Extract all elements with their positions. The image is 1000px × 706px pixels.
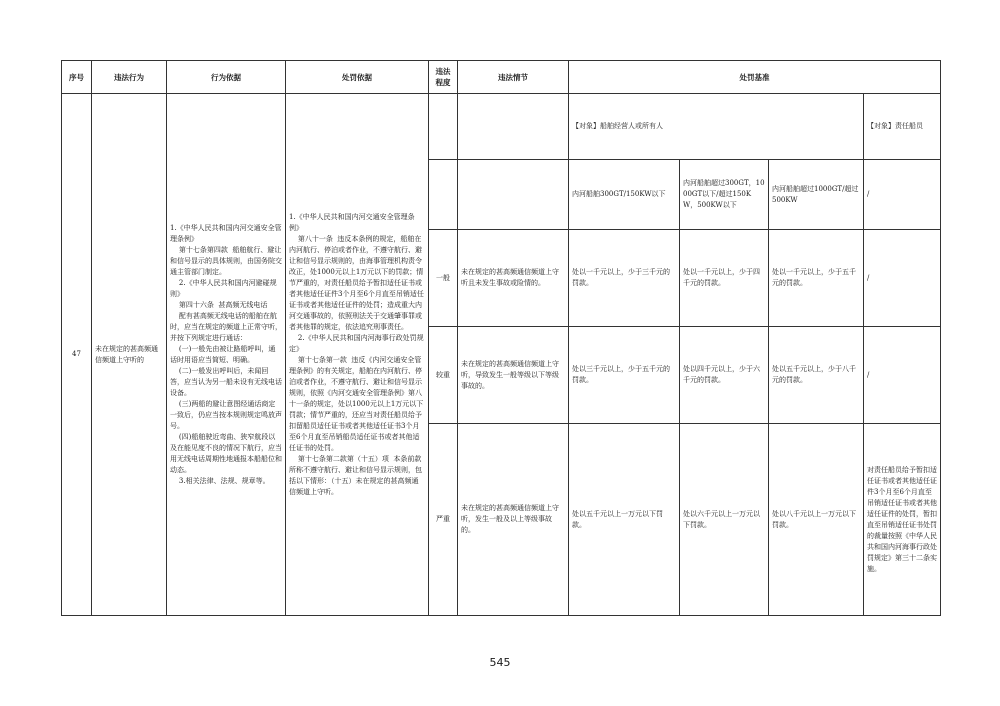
behavior-basis: 1.《中华人民共和国内河交通安全管理条例》 第十七条第四款 船舶航行、避让和信号显示的具体规则，由国务院交通主管部门制定。 2.《中华人民共和国内河避碰规则》 第四十六条 甚高频无线电话 配有甚高频无线电话的船舶在航时，应当在规定的频道上正常守听，并按下列规定进行通话： (一)一般先由被让路船呼叫，通话时用语应当简短、明确。 (二)一般发出呼叫后，未闻回答，应当认为另一船未设有无线电话设备。 (三)两船的避让意图经通话商定一致后，仍应当按本规则规定鸣放声号。 (四)船舶驶近弯曲、狭窄航段以及在能见度不良的情况下航行，应当用无线电话周期性地通报本船船位和动态。 3.相关法律、法规、规章等。 bbox=[167, 94, 286, 616]
header-no: 序号 bbox=[62, 61, 92, 94]
grade-small: 处以五千元以上一万元以下罚款。 bbox=[569, 424, 680, 616]
grade-circumstance: 未在规定的甚高频通信频道上守听，发生一般及以上等级事故的。 bbox=[458, 424, 569, 616]
grade-large: 处以八千元以上一万元以下罚款。 bbox=[769, 424, 864, 616]
tier-circumstance-empty bbox=[458, 160, 569, 230]
degree-empty bbox=[429, 94, 458, 160]
grade-degree: 一般 bbox=[429, 230, 458, 327]
grade-crew: / bbox=[864, 230, 941, 327]
grade-small: 处以三千元以上，少于五千元的罚款。 bbox=[569, 327, 680, 424]
grade-mid: 处以六千元以上一万元以下罚款。 bbox=[680, 424, 769, 616]
header-penalty-basis: 处罚依据 bbox=[286, 61, 429, 94]
row-number: 47 bbox=[62, 94, 92, 616]
grade-degree: 较重 bbox=[429, 327, 458, 424]
object-row bbox=[62, 94, 941, 160]
tier-degree-empty bbox=[429, 160, 458, 230]
header-degree: 违法 程度 bbox=[429, 61, 458, 94]
grade-degree: 严重 bbox=[429, 424, 458, 616]
header-row bbox=[62, 61, 941, 94]
header-act: 违法行为 bbox=[92, 61, 167, 94]
object-owner: 【对象】船舶经营人或所有人 bbox=[569, 94, 864, 160]
header-circumstance: 违法情节 bbox=[458, 61, 569, 94]
grade-mid: 处以一千元以上，少于四千元的罚款。 bbox=[680, 230, 769, 327]
grade-crew: / bbox=[864, 327, 941, 424]
penalty-basis: 1.《中华人民共和国内河交通安全管理条例》 第八十一条 违反本条例的规定，船舶在内河航行、停泊或者作业，不遵守航行、避让和信号显示规则的，由海事管理机构责令改正，处1000元以上1万元以下的罚款；情节严重的，对责任船员给予暂扣适任证书或者其他适任证件3个月至6个月直至吊销适任证书或者其他适任证件的处罚；造成重大内河交通事故的，依照刑法关于交通肇事罪或者其他罪的规定，依法追究刑事责任。 2.《中华人民共和国内河海事行政处罚规定》 第十七条第一款 违反《内河交通安全管理条例》的有关规定，船舶在内河航行、停泊或者作业，不遵守航行、避让和信号显示规则，依照《内河交通安全管理条例》第八十一条的规定，处以1000元以上1万元以下罚款；情节严重的，还应当对责任船员给予扣留船员适任证书或者其他适任证书3个月至6个月直至吊销船员适任证书或者其他适任证书的处罚。 第十七条第二款第（十五）项 本条前款所称不遵守航行、避让和信号显示规则，包括以下情形：（十五）未在规定的甚高频通信频道上守听。 bbox=[286, 94, 429, 616]
tier-large: 内河船舶超过1000GT/超过500KW bbox=[769, 160, 864, 230]
violation-act: 未在规定的甚高频通信频道上守听的 bbox=[92, 94, 167, 616]
header-standard: 处罚基准 bbox=[569, 61, 941, 94]
tier-small: 内河船舶300GT/150KW以下 bbox=[569, 160, 680, 230]
grade-large: 处以一千元以上，少于五千元的罚款。 bbox=[769, 230, 864, 327]
grade-small: 处以一千元以上，少于三千元的罚款。 bbox=[569, 230, 680, 327]
grade-large: 处以五千元以上，少于八千元的罚款。 bbox=[769, 327, 864, 424]
tier-crew: / bbox=[864, 160, 941, 230]
object-crew: 【对象】责任船员 bbox=[864, 94, 941, 160]
page-number: 545 bbox=[489, 656, 511, 669]
tier-mid: 内河船舶超过300GT，1000GT以下/超过150KW，500KW以下 bbox=[680, 160, 769, 230]
circumstance-empty bbox=[458, 94, 569, 160]
header-basis: 行为依据 bbox=[167, 61, 286, 94]
grade-crew: 对责任船员给予暂扣适任证书或者其他适任证件3个月至6个月直至吊销适任证书或者其他适任证件的处罚，暂扣直至吊销适任证书处罚的裁量按照《中华人民共和国内河海事行政处罚规定》第三十二条实施。 bbox=[864, 424, 941, 616]
grade-mid: 处以四千元以上，少于六千元的罚款。 bbox=[680, 327, 769, 424]
grade-circumstance: 未在规定的甚高频通信频道上守听，导致发生一般等级以下等级事故的。 bbox=[458, 327, 569, 424]
grade-circumstance: 未在规定的甚高频通信频道上守听且未发生事故或险情的。 bbox=[458, 230, 569, 327]
penalty-standard-table bbox=[61, 60, 941, 616]
